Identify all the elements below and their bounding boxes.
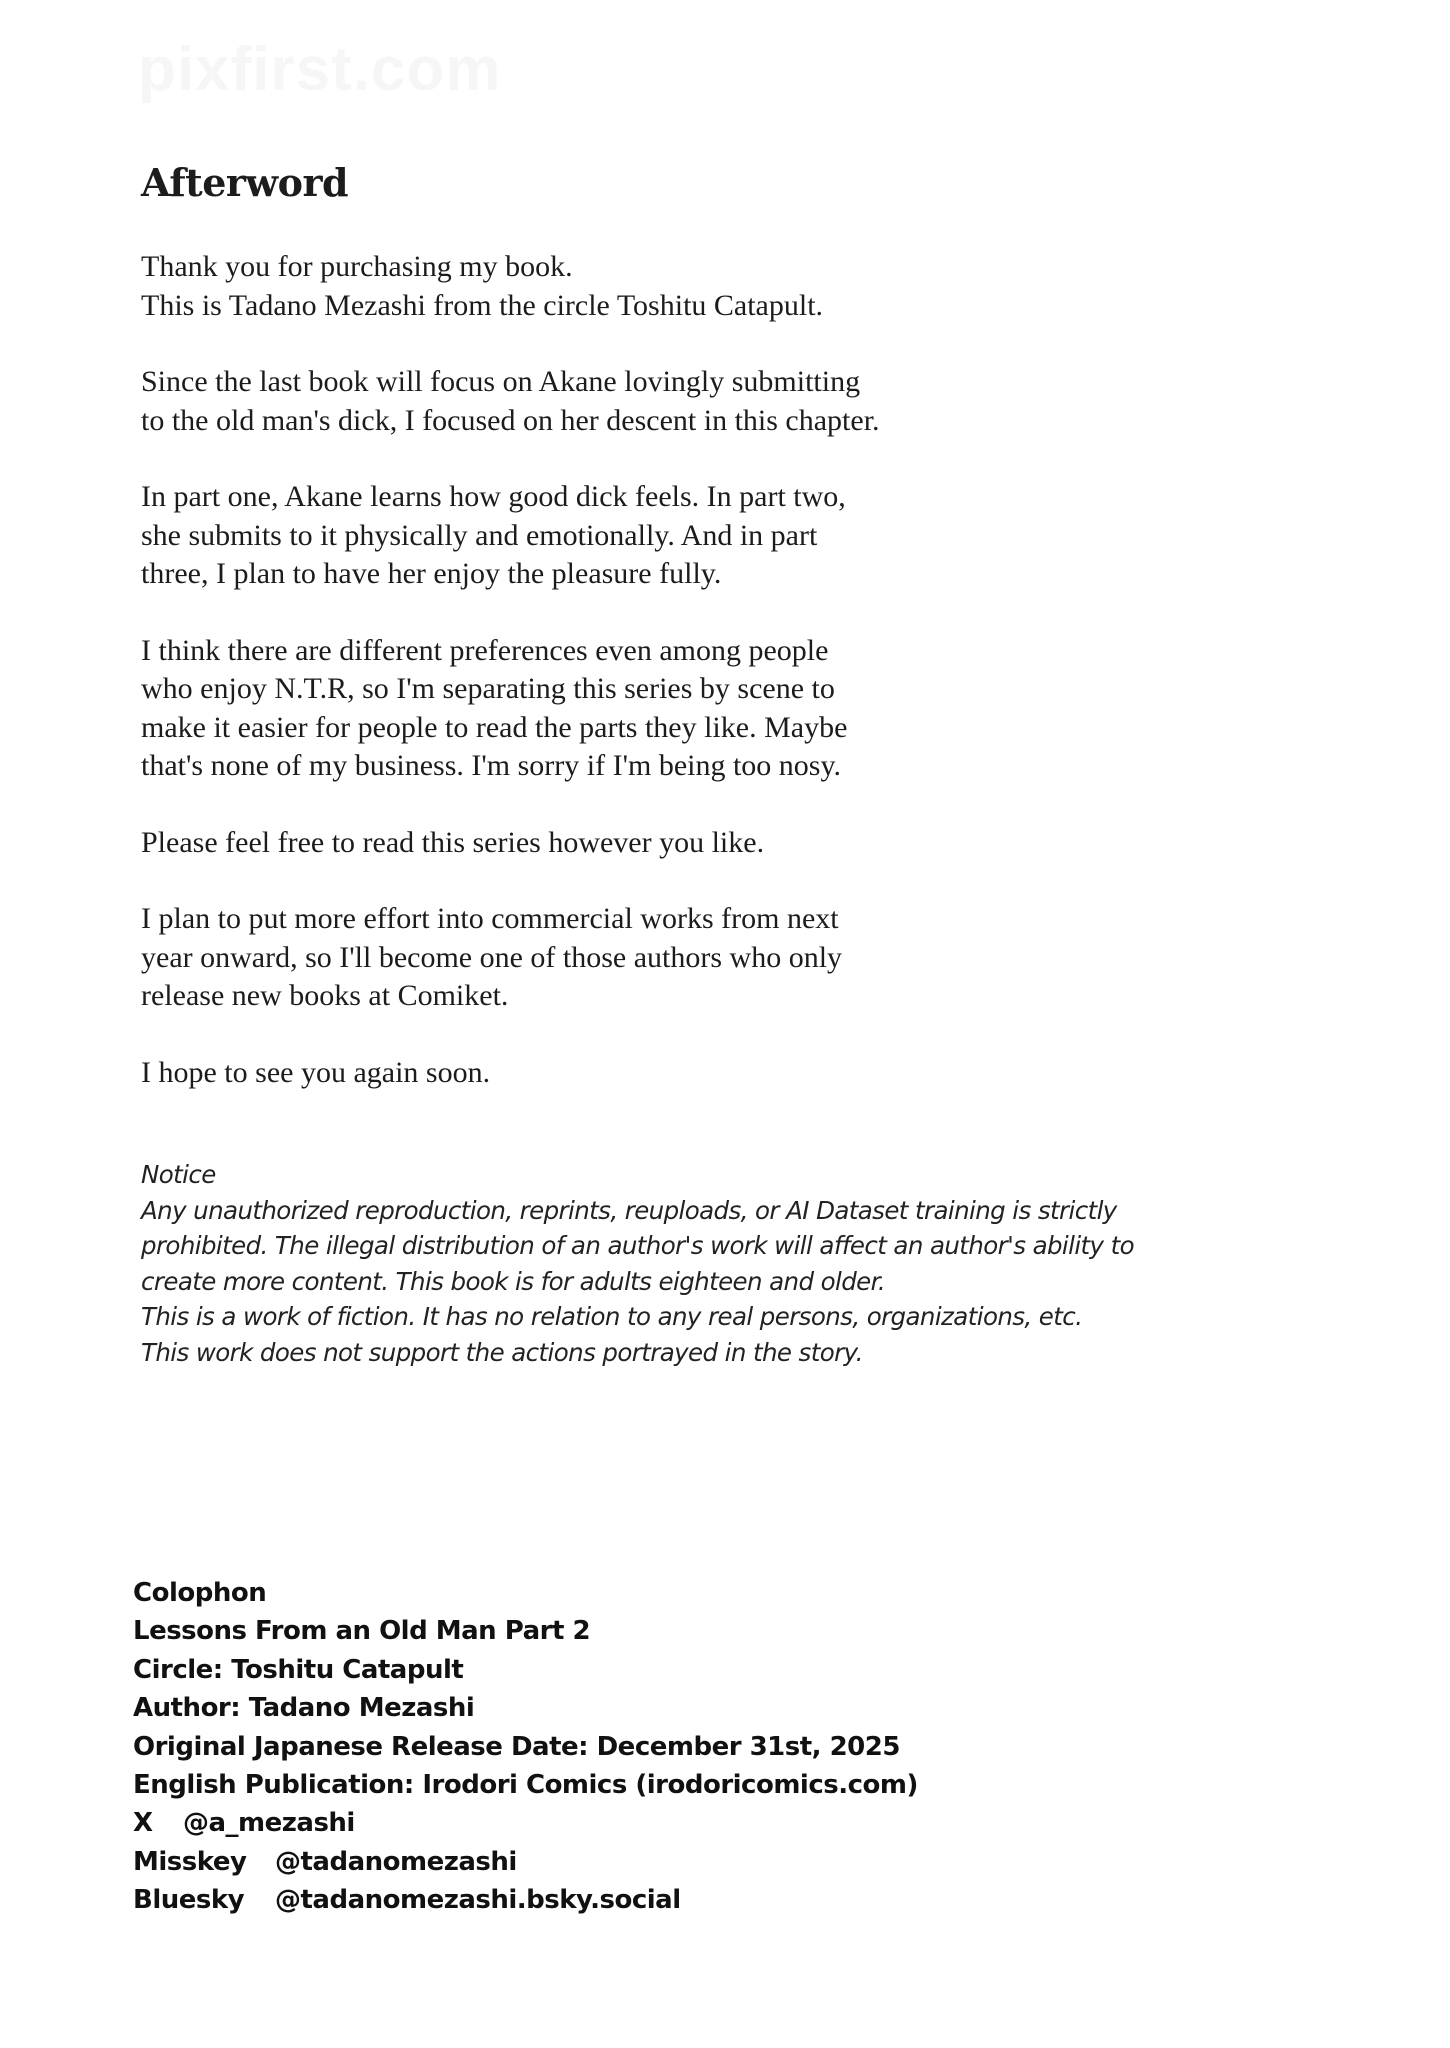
text-line: Please feel free to read this series however you like. [141,825,765,859]
paragraph-commercial [141,900,1291,1016]
afterword-title: Afterword [141,160,349,205]
text-line: release new books at Comiket. [141,979,509,1012]
paragraph-farewell [141,1054,1291,1093]
notice-line: This work does not support the actions portrayed in the story. [141,1337,863,1367]
colophon-circle: Circle: Toshitu Catapult [133,1654,464,1685]
watermark: pixfirst.com [138,35,502,104]
text-line: Since the last book will focus on Akane lovingly submitting [141,365,861,398]
text-line: I hope to see you again soon. [141,1055,491,1089]
notice-line: prohibited. The illegal distribution of an author's work will affect an author's ability to [141,1231,1135,1260]
text-line: three, I plan to have her enjoy the pleasure fully. [141,557,722,590]
social-x [133,1804,918,1842]
social-misskey [133,1843,918,1881]
text-line: This is Tadano Mezashi from the circle Toshitu Catapult. [141,288,824,322]
social-handle: @a_mezashi [183,1808,355,1839]
afterword-section [141,160,1291,1130]
text-line: she submits to it physically and emotionally. And in part [141,518,818,552]
paragraph-thanks [141,248,1291,325]
text-line: Thank you for purchasing my book. [141,250,573,283]
social-platform-label: X [133,1808,153,1839]
social-platform-label: Bluesky [133,1885,245,1916]
social-platform-label: Misskey [133,1846,247,1877]
notice-line: Any unauthorized reproduction, reprints, reuploads, or AI Dataset training is strictly [141,1195,1117,1225]
notice-section [141,1157,1341,1370]
colophon-release-date: Original Japanese Release Date: December 31st, 2025 [133,1731,900,1762]
colophon-heading: Colophon [133,1578,267,1608]
text-line: to the old man's dick, I focused on her descent in this chapter. [141,403,880,437]
social-bluesky [133,1881,918,1919]
notice-line: This is a work of fiction. It has no relation to any real persons, organizations, etc. [141,1302,1083,1331]
text-line: I think there are different preferences even among people [141,633,829,667]
text-line: make it easier for people to read the parts they like. Maybe [141,710,848,744]
notice-heading: Notice [141,1160,216,1189]
paragraph-parts [141,478,1291,594]
text-line: year onward, so I'll become one of those authors who only [141,940,843,974]
paragraph-read-freely [141,824,1291,863]
colophon-author: Author: Tadano Mezashi [133,1693,475,1724]
notice-line: create more content. This book is for adults eighteen and older. [141,1266,886,1296]
colophon-section [133,1574,918,1920]
colophon-english-publication: English Publication: Irodori Comics (irodoricomics.com) [133,1770,918,1801]
social-handle: @tadanomezashi.bsky.social [275,1885,681,1916]
social-handle: @tadanomezashi [275,1846,517,1877]
text-line: who enjoy N.T.R, so I'm separating this series by scene to [141,672,835,705]
text-line: I plan to put more effort into commercial works from next [141,902,839,935]
text-line: In part one, Akane learns how good dick feels. In part two, [141,480,846,513]
paragraph-preferences [141,632,1291,786]
text-line: that's none of my business. I'm sorry if I'm being too nosy. [141,749,842,782]
paragraph-focus [141,363,1291,440]
colophon-title: Lessons From an Old Man Part 2 [133,1616,591,1647]
